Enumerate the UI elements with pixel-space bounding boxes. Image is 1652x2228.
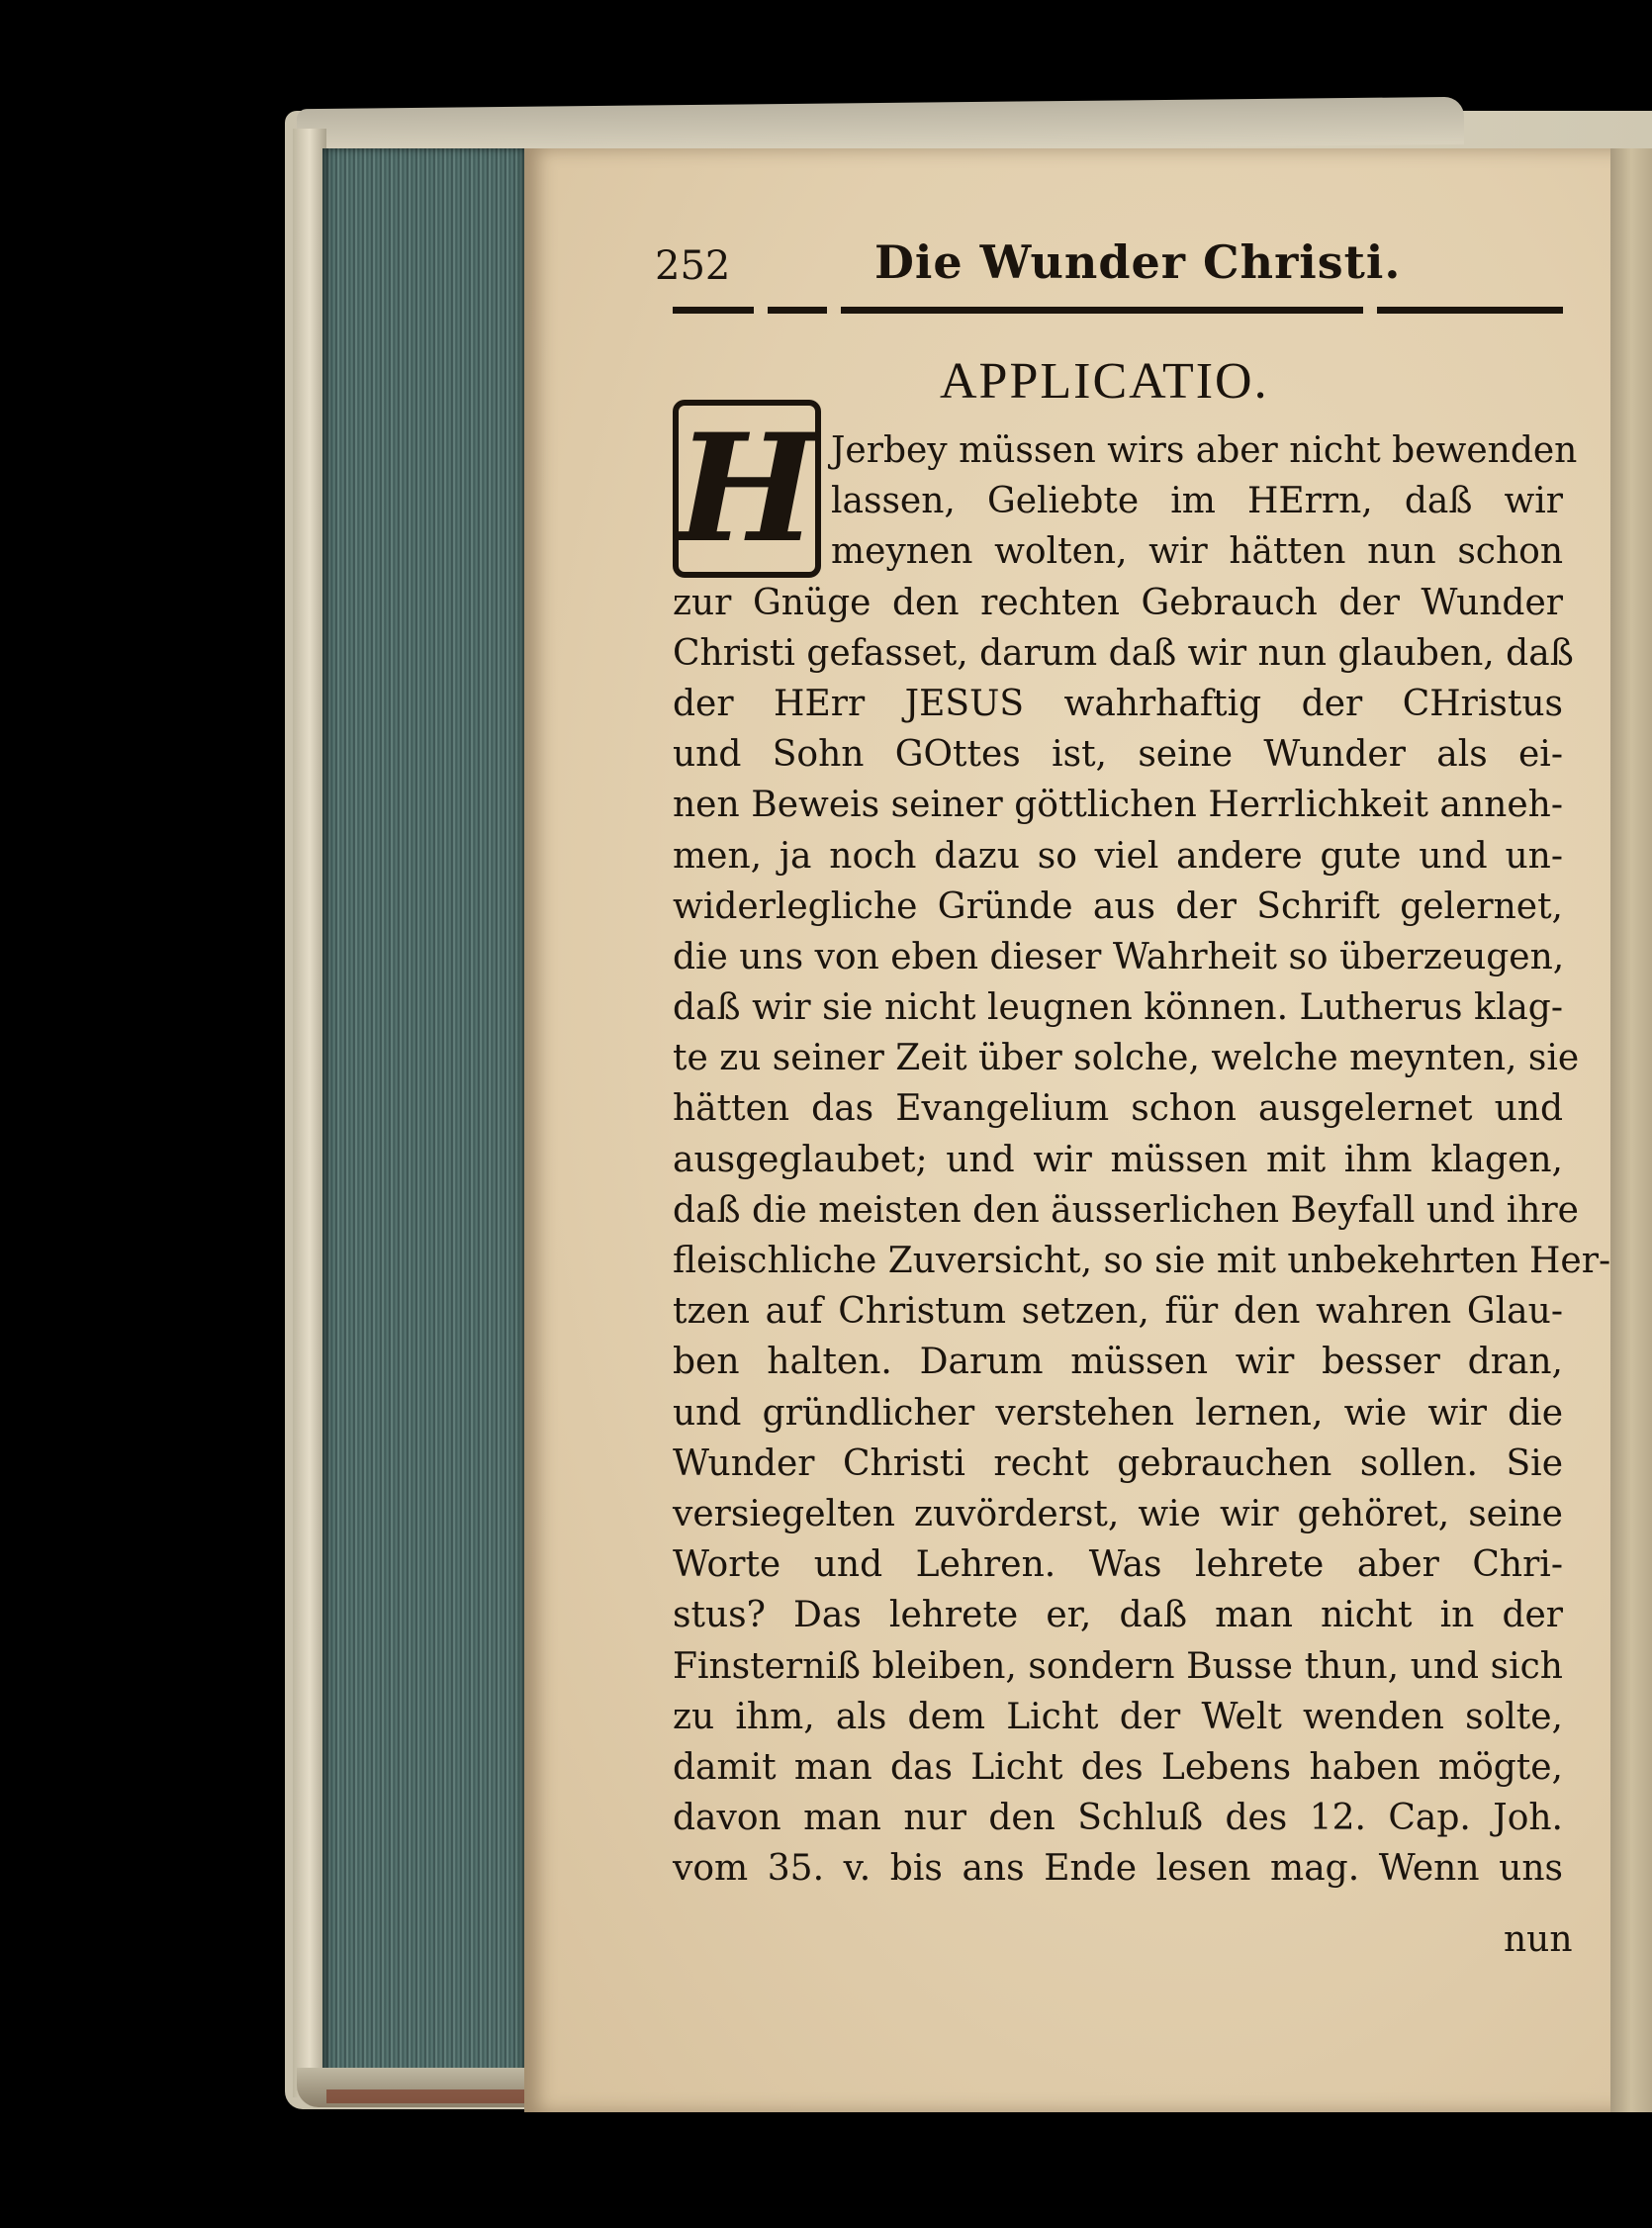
text-line: zur Gnüge den rechten Gebrauch der Wunder bbox=[673, 582, 1563, 623]
text-line: daß wir sie nicht leugnen können. Lutherus klag- bbox=[673, 987, 1563, 1029]
catchword: nun bbox=[1504, 1919, 1573, 1960]
header-rule bbox=[673, 307, 1563, 314]
text-line: und gründlicher verstehen lernen, wie wir die bbox=[673, 1392, 1563, 1434]
rule-gap bbox=[754, 307, 768, 314]
text-line: Finsterniß bleiben, sondern Busse thun, und sich bbox=[673, 1645, 1563, 1687]
text-line: lassen, Geliebte im HErrn, daß wir bbox=[831, 481, 1563, 522]
initial-letter: H bbox=[677, 402, 817, 576]
text-line: ausgeglaubet; und wir müssen mit ihm klagen, bbox=[673, 1139, 1563, 1180]
book-spine-board bbox=[293, 129, 326, 2097]
page-header bbox=[655, 235, 1565, 305]
page-gutter bbox=[1610, 148, 1652, 2112]
text-line: Wunder Christi recht gebrauchen sollen. Sie bbox=[673, 1442, 1563, 1484]
text-line: stus? Das lehrete er, daß man nicht in der bbox=[673, 1595, 1563, 1636]
rule-gap bbox=[1363, 307, 1377, 314]
text-line: zu ihm, als dem Licht der Welt wenden solte, bbox=[673, 1696, 1563, 1737]
text-line: hätten das Evangelium schon ausgelernet und bbox=[673, 1088, 1563, 1130]
body-text bbox=[673, 425, 1611, 1894]
text-line: men, ja noch dazu so viel andere gute und un- bbox=[673, 835, 1563, 877]
text-line: Jerbey müssen wirs aber nicht bewenden bbox=[831, 430, 1578, 471]
text-line: meynen wolten, wir hätten nun schon bbox=[831, 531, 1563, 573]
text-line: daß die meisten den äusserlichen Beyfall und ihre bbox=[673, 1189, 1579, 1231]
text-line: Christi gefasset, darum daß wir nun glauben, daß bbox=[673, 632, 1574, 674]
text-line: der HErr JESUS wahrhaftig der CHristus bbox=[673, 683, 1563, 724]
text-line: davon man nur den Schluß des 12. Cap. Joh. bbox=[673, 1798, 1563, 1839]
text-line: damit man das Licht des Lebens haben mögte, bbox=[673, 1746, 1563, 1788]
text-line: die uns von eben dieser Wahrheit so überzeugen, bbox=[673, 936, 1565, 977]
running-title: Die Wunder Christi. bbox=[874, 235, 1402, 289]
text-line: und Sohn GOttes ist, seine Wunder als ei- bbox=[673, 734, 1563, 776]
text-line: ben halten. Darum müssen wir besser dran, bbox=[673, 1342, 1563, 1383]
text-line: nen Beweis seiner göttlichen Herrlichkeit anneh- bbox=[673, 785, 1563, 826]
section-title: APPLICATIO. bbox=[940, 353, 1269, 410]
text-line: tzen auf Christum setzen, für den wahren Glau- bbox=[673, 1291, 1563, 1333]
rule-gap bbox=[827, 307, 841, 314]
text-line: te zu seiner Zeit über solche, welche meynten, sie bbox=[673, 1038, 1580, 1079]
text-line: Worte und Lehren. Was lehrete aber Chri- bbox=[673, 1544, 1563, 1586]
page-block-edges bbox=[322, 148, 530, 2088]
text-line: versiegelten zuvörderst, wie wir gehöret, seine bbox=[673, 1493, 1563, 1534]
text-line: vom 35. v. bis ans Ende lesen mag. Wenn uns bbox=[673, 1848, 1563, 1890]
text-line: widerlegliche Gründe aus der Schrift gelernet, bbox=[673, 885, 1563, 927]
text-line: fleischliche Zuversicht, so sie mit unbekehrten Her- bbox=[673, 1241, 1611, 1281]
page-number: 252 bbox=[655, 243, 731, 289]
